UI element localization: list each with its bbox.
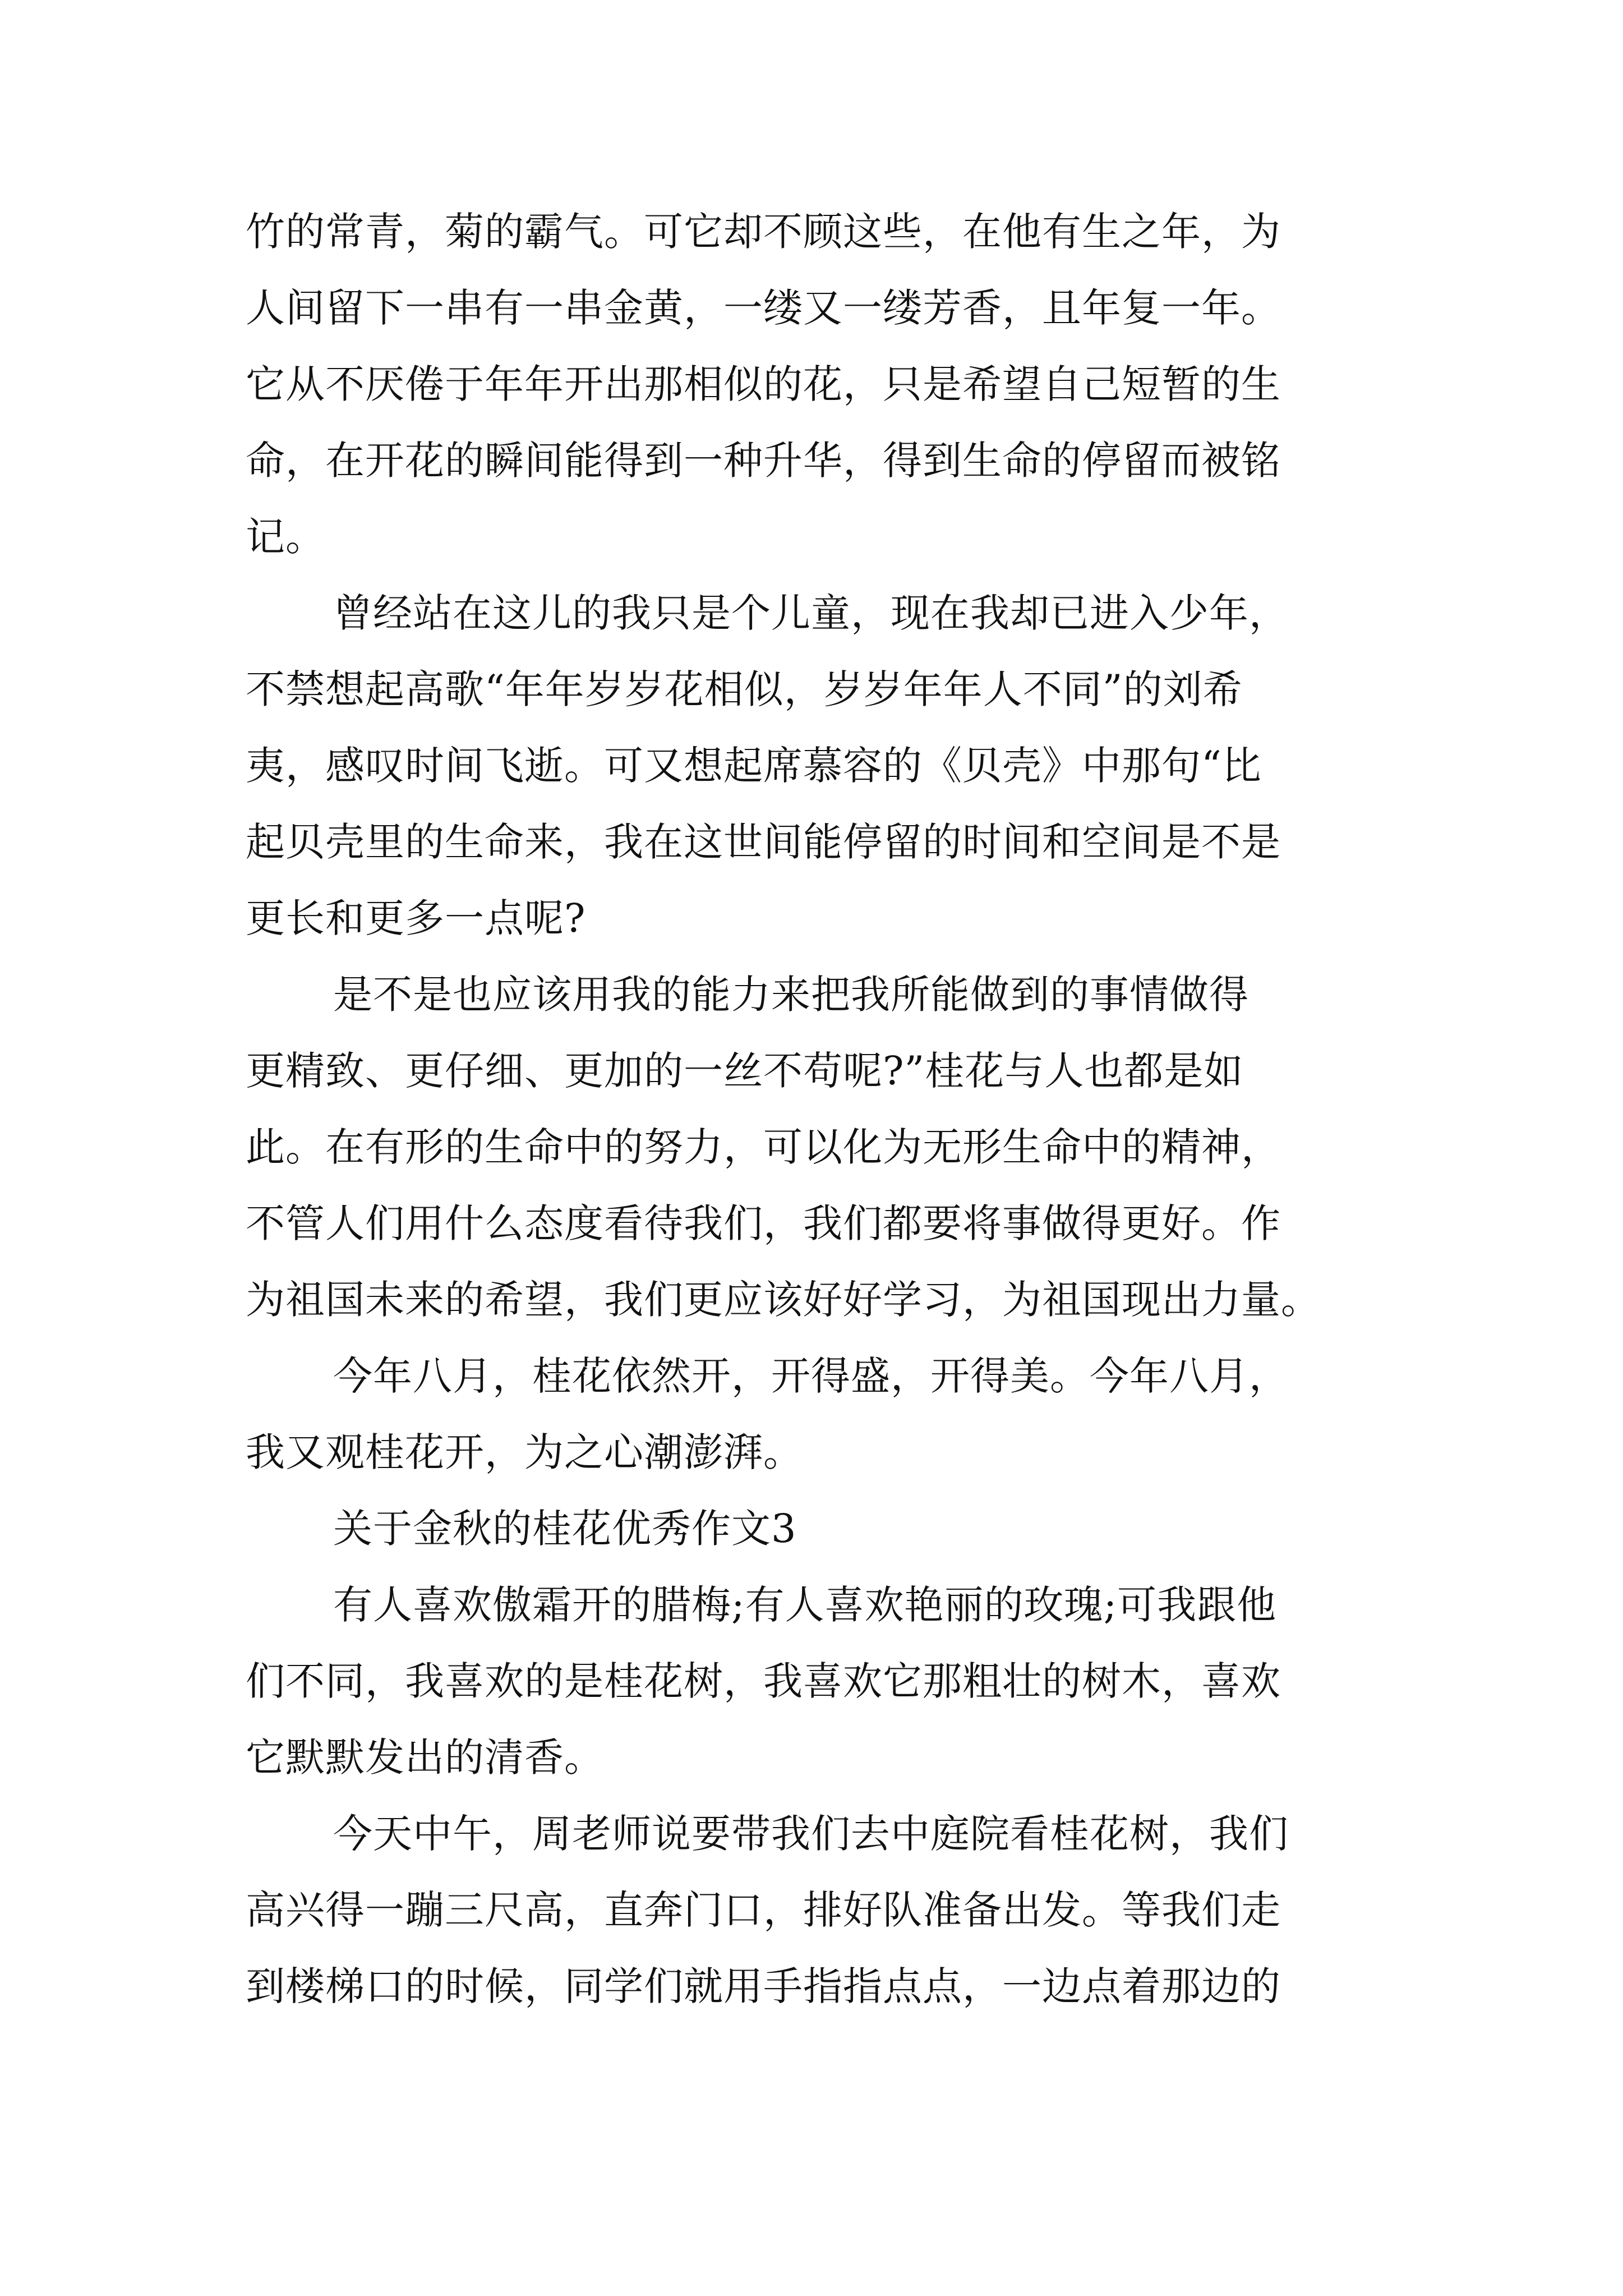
text-line: 更长和更多一点呢?	[246, 895, 586, 941]
text-line: 不管人们用什么态度看待我们，我们都要将事做得更好。作	[246, 1200, 1281, 1246]
text-line: 人间留下一串有一串金黄，一缕又一缕芳香，且年复一年。	[246, 285, 1281, 331]
text-line: 今天中午，周老师说要带我们去中庭院看桂花树，我们	[333, 1811, 1289, 1857]
text-line: 我又观桂花开，为之心潮澎湃。	[246, 1429, 803, 1475]
text-line: 记。	[246, 514, 325, 560]
text-line: 们不同，我喜欢的是桂花树，我喜欢它那粗壮的树木，喜欢	[246, 1658, 1281, 1704]
text-line: 它默默发出的清香。	[246, 1734, 604, 1780]
text-line: 它从不厌倦于年年开出那相似的花，只是希望自己短暂的生	[246, 361, 1281, 407]
text-line: 更精致、更仔细、更加的一丝不苟呢?”桂花与人也都是如	[246, 1048, 1244, 1094]
text-line: 今年八月，桂花依然开，开得盛，开得美。今年八月，	[333, 1353, 1289, 1399]
text-line: 竹的常青，菊的霸气。可它却不顾这些，在他有生之年，为	[246, 209, 1281, 255]
text-line: 此。在有形的生命中的努力，可以化为无形生命中的精神，	[246, 1124, 1281, 1170]
text-line: 有人喜欢傲霜开的腊梅;有人喜欢艳丽的玫瑰;可我跟他	[333, 1582, 1277, 1628]
text-line: 起贝壳里的生命来，我在这世间能停留的时间和空间是不是	[246, 819, 1281, 865]
text-line: 夷，感叹时间飞逝。可又想起席慕容的《贝壳》中那句“比	[246, 743, 1262, 789]
text-line: 高兴得一蹦三尺高，直奔门口，排好队准备出发。等我们走	[246, 1887, 1281, 1933]
section-heading: 关于金秋的桂花优秀作文3	[333, 1506, 797, 1552]
text-line: 是不是也应该用我的能力来把我所能做到的事情做得	[333, 972, 1249, 1018]
text-line: 曾经站在这儿的我只是个儿童，现在我却已进入少年，	[333, 590, 1289, 636]
text-line: 到楼梯口的时候，同学们就用手指指点点，一边点着那边的	[246, 1963, 1281, 2009]
text-line: 为祖国未来的希望，我们更应该好好学习，为祖国现出力量。	[246, 1277, 1321, 1323]
text-line: 不禁想起高歌“年年岁岁花相似，岁岁年年人不同”的刘希	[246, 666, 1243, 712]
text-line: 命，在开花的瞬间能得到一种升华，得到生命的停留而被铭	[246, 438, 1281, 484]
